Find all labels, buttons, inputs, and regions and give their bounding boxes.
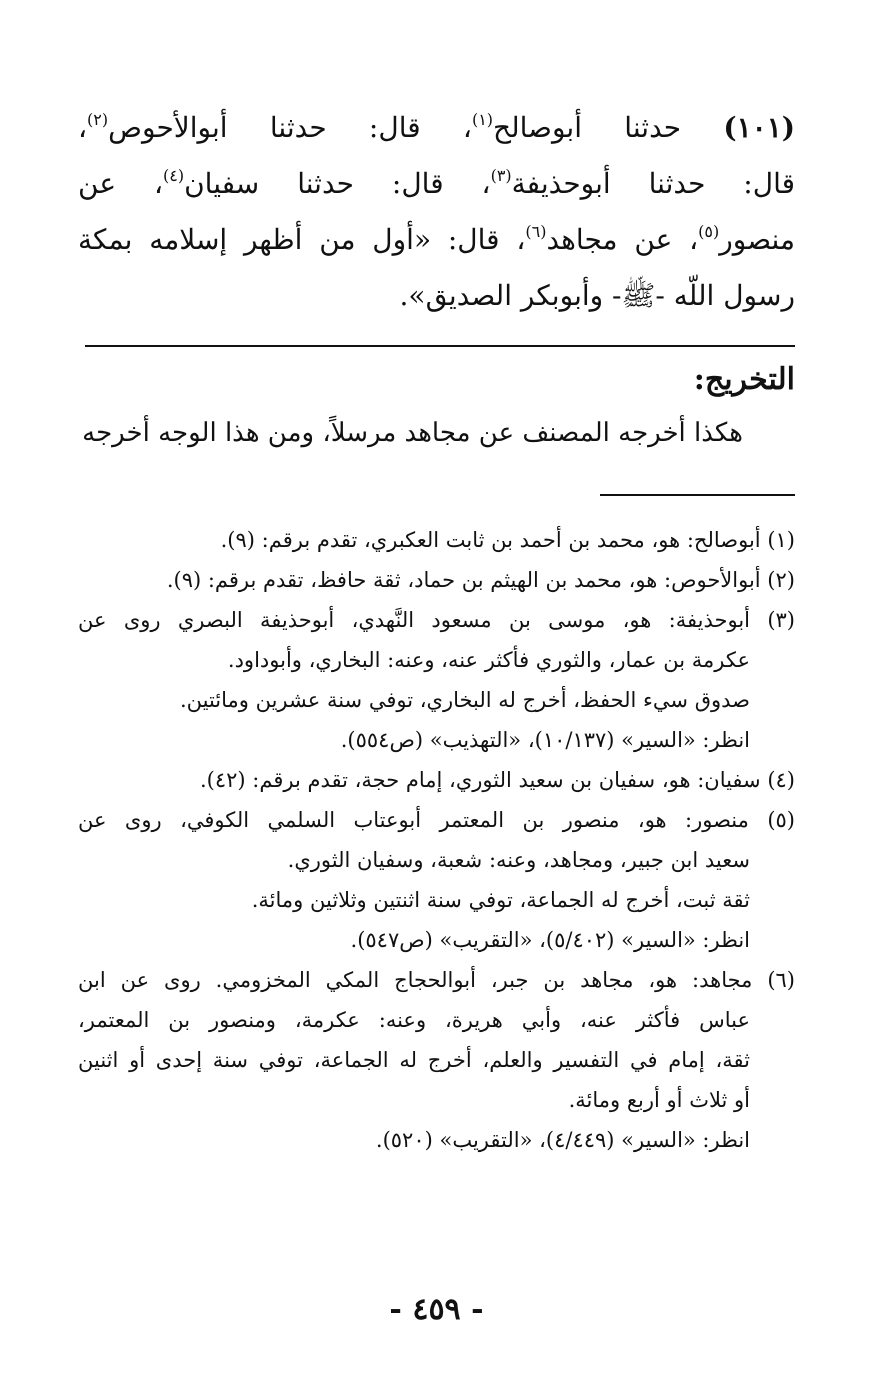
footnote-ref: (٢) (87, 110, 109, 129)
footnote-3-line: انظر: «السير» (١٠/١٣٧)، «التهذيب» (ص٥٥٤). (340, 728, 750, 752)
hadith-text-segment: ، (78, 111, 88, 144)
footnote-6-line: أو ثلاث أو أربع ومائة. (568, 1088, 750, 1112)
footnote-5: (٥) منصور: هو، منصور بن المعتمر أبوعتاب السلمي الكوفي، روى عن (78, 808, 795, 832)
footnote-1: (١) أبوصالح: هو، محمد بن أحمد بن ثابت العكبري، تقدم برقم: (٩). (220, 528, 795, 552)
footnotes-divider (600, 494, 795, 496)
footnote-5-line: انظر: «السير» (٥/٤٠٢)، «التقريب» (ص٥٤٧). (350, 928, 750, 952)
footnote-ref: (٥) (698, 222, 720, 241)
footnote-ref: (٣) (490, 166, 512, 185)
footnote-ref: (٤) (163, 166, 185, 185)
hadith-text-segment: ، عن (78, 167, 163, 200)
hadith-line-1 (78, 100, 795, 156)
hadith-text-segment: ، عن مجاهد (546, 223, 699, 256)
footnote-3-line: عكرمة بن عمار، والثوري فأكثر عنه، وعنه: البخاري، وأبوداود. (227, 648, 750, 672)
page-number: - ٤٥٩ - (389, 1292, 484, 1327)
hadith-text-segment: رسول اللّه -ﷺ- وأبوبكر الصديق». (399, 279, 795, 312)
hadith-line-4 (78, 268, 795, 324)
hadith-text-segment: منصور (719, 223, 795, 256)
footnote-2: (٢) أبوالأحوص: هو، محمد بن الهيثم بن حماد، ثقة حافظ، تقدم برقم: (٩). (166, 568, 795, 592)
hadith-text-segment: ، قال: حدثنا سفيان (184, 167, 491, 200)
takhrij-heading: التخريج: (693, 362, 795, 397)
footnote-6-line: ثقة، إمام في التفسير والعلم، أخرج له الجماعة، توفي سنة إحدى أو اثنين (78, 1048, 750, 1072)
hadith-line-2 (78, 156, 795, 212)
footnote-6-line: انظر: «السير» (٤/٤٤٩)، «التقريب» (٥٢٠). (375, 1128, 750, 1152)
footnotes (78, 520, 795, 1160)
hadith-text-segment: ، قال: حدثنا أبوالأحوص (108, 111, 472, 144)
hadith-number: (١٠١) (723, 111, 795, 144)
hadith-text-segment: قال: حدثنا أبوحذيفة (511, 167, 795, 200)
footnote-ref: (٦) (525, 222, 547, 241)
footnote-3-line: صدوق سيء الحفظ، أخرج له البخاري، توفي سنة عشرين ومائتين. (179, 688, 750, 712)
footnote-ref: (١) (471, 110, 494, 129)
hadith-line-3 (78, 212, 795, 268)
footnote-3: (٣) أبوحذيفة: هو، موسى بن مسعود النَّهدي، أبوحذيفة البصري روى عن (78, 608, 795, 632)
hadith-text-segment: ، قال: «أول من أظهر إسلامه بمكة (78, 223, 526, 256)
footnote-6: (٦) مجاهد: هو، مجاهد بن جبر، أبوالحجاج المكي المخزومي. روى عن ابن (78, 968, 795, 992)
footnote-4: (٤) سفيان: هو، سفيان بن سعيد الثوري، إمام حجة، تقدم برقم: (٤٢). (199, 768, 795, 792)
footnote-6-line: عباس فأكثر عنه، وأبي هريرة، وعنه: عكرمة، ومنصور بن المعتمر، (78, 1008, 750, 1032)
takhrij-text: هكذا أخرجه المصنف عن مجاهد مرسلاً، ومن هذا الوجه أخرجه (82, 418, 743, 448)
section-divider (85, 345, 795, 347)
hadith-text (78, 100, 795, 324)
footnote-5-line: ثقة ثبت، أخرج له الجماعة، توفي سنة اثنتين وثلاثين ومائة. (251, 888, 750, 912)
hadith-text-segment: حدثنا أبوصالح (493, 111, 724, 144)
footnote-5-line: سعيد ابن جبير، ومجاهد، وعنه: شعبة، وسفيان الثوري. (287, 848, 750, 872)
